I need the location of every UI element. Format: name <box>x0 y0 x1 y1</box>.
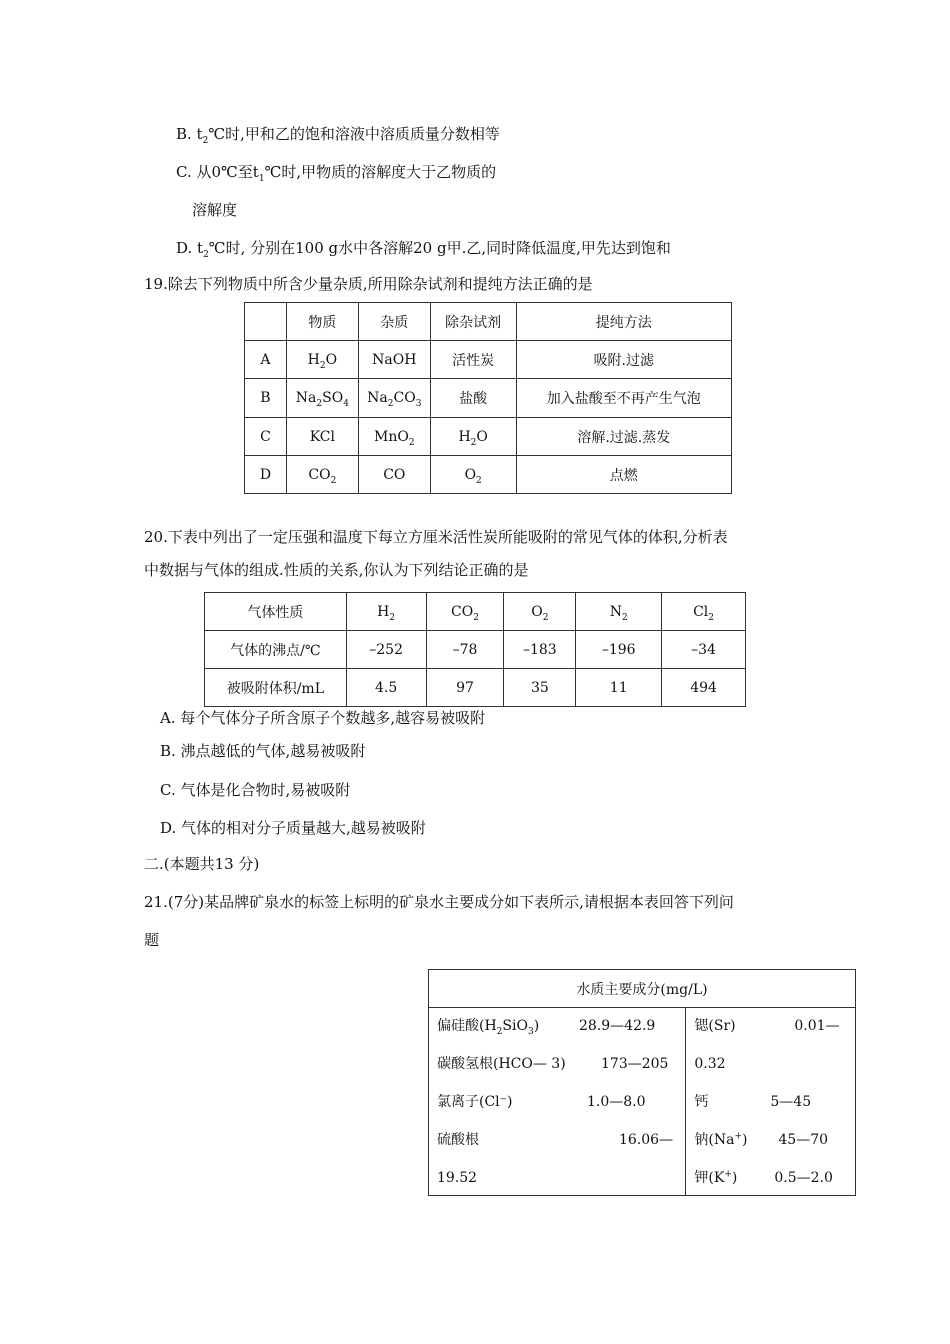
value-cell: –252 <box>346 631 426 669</box>
q20-option-a: A. 每个气体分子所含原子个数越多,越容易被吸附 <box>160 709 486 727</box>
q20-header-row <box>205 593 746 631</box>
section-heading: 二.(本题共13 分) <box>144 855 260 873</box>
gas-cell: $CO_2$ <box>426 593 504 631</box>
gas-cell: $O_2$ <box>504 593 576 631</box>
bicarbonate-label: 碳酸氢根(HCO— 3) <box>437 1056 566 1072</box>
row-label: 气体的沸点/℃ <box>205 631 347 669</box>
table-row <box>245 456 732 494</box>
sulfate-label: 硫酸根 <box>437 1132 479 1148</box>
q18-option-b <box>176 124 500 144</box>
table-row <box>245 379 732 418</box>
q21-mineral-table <box>428 969 856 1196</box>
q20-option-d: D. 气体的相对分子质量越大,越易被吸附 <box>160 819 426 837</box>
calcium-label: 钙 <box>694 1094 709 1110</box>
header-cell: 气体性质 <box>205 593 347 631</box>
text: ℃时,甲和乙的饱和溶液中溶质质量分数相等 <box>208 125 500 143</box>
subscript: 2 <box>202 136 209 146</box>
substance-cell: $Na_2SO_4$ <box>286 379 358 418</box>
table-row <box>205 631 746 669</box>
q21-title-row <box>429 970 856 1008</box>
header-cell <box>245 303 287 341</box>
impurity-cell: MnO$_2$ <box>358 418 430 456</box>
impurity-cell: $Na_2CO_3$ <box>358 379 430 418</box>
substance-cell: $CO_2$ <box>286 456 358 494</box>
reagent-cell: 盐酸 <box>430 379 516 418</box>
subscript: 1 <box>258 174 265 184</box>
gas-cell: $H_2$ <box>346 593 426 631</box>
sodium-label: 钠(Na+) <box>694 1131 748 1148</box>
q18-option-c-continued: 溶解度 <box>192 201 238 219</box>
substance-cell: $H_2O$ <box>286 341 358 379</box>
text: ℃时,甲物质的溶解度大于乙物质的 <box>264 163 497 181</box>
sulfate-value: 16.06— <box>619 1132 674 1148</box>
row-label: D <box>245 456 287 494</box>
header-cell: 杂质 <box>358 303 430 341</box>
method-cell: 溶解.过滤.蒸发 <box>516 418 731 456</box>
table-row <box>245 341 732 379</box>
reagent-cell: $H_2O$ <box>430 418 516 456</box>
header-cell: 物质 <box>286 303 358 341</box>
left-column <box>429 1008 686 1196</box>
sulfate-value-continued: 19.52 <box>437 1170 478 1186</box>
impurity-cell: NaOH <box>358 341 430 379</box>
q19-header-row <box>245 303 732 341</box>
value-cell: –78 <box>426 631 504 669</box>
calcium-value: 5—45 <box>770 1094 812 1110</box>
table-row <box>205 669 746 707</box>
table-row <box>245 418 732 456</box>
sodium-value: 45—70 <box>778 1132 829 1148</box>
q21-stem-line-1: 21.(7分)某品牌矿泉水的标签上标明的矿泉水主要成分如下表所示,请根据本表回答下列问 <box>144 893 734 911</box>
gas-cell: $N_2$ <box>576 593 662 631</box>
row-label: 被吸附体积/mL <box>205 669 347 707</box>
bicarbonate-value: 173—205 <box>601 1056 669 1072</box>
text: B. t <box>176 125 203 143</box>
q20-option-b: B. 沸点越低的气体,越易被吸附 <box>160 742 366 760</box>
q18-option-c <box>176 162 496 182</box>
q19-table <box>244 302 732 494</box>
header-cell: 除杂试剂 <box>430 303 516 341</box>
value-cell: 494 <box>662 669 746 707</box>
value-cell: 35 <box>504 669 576 707</box>
value-cell: –196 <box>576 631 662 669</box>
value-cell: –183 <box>504 631 576 669</box>
value-cell: 4.5 <box>346 669 426 707</box>
value-cell: 97 <box>426 669 504 707</box>
q21-body-row <box>429 1008 856 1196</box>
value-cell: –34 <box>662 631 746 669</box>
row-label: C <box>245 418 287 456</box>
strontium-label: 锶(Sr) <box>694 1018 736 1034</box>
q20-option-c: C. 气体是化合物时,易被吸附 <box>160 781 351 799</box>
potassium-value: 0.5—2.0 <box>774 1170 833 1186</box>
text: C. 从0℃至t <box>176 163 259 181</box>
gas-cell: $Cl_2$ <box>662 593 746 631</box>
chloride-value: 1.0—8.0 <box>587 1094 646 1110</box>
row-label: A <box>245 341 287 379</box>
method-cell: 点燃 <box>516 456 731 494</box>
silicic-acid-value: 28.9—42.9 <box>579 1018 656 1034</box>
impurity-cell: CO <box>358 456 430 494</box>
text: D. t <box>176 239 204 257</box>
q20-stem-line-1: 20.下表中列出了一定压强和温度下每立方厘米活性炭所能吸附的常见气体的体积,分析表 <box>144 528 728 546</box>
table-title: 水质主要成分(mg/L) <box>429 970 856 1008</box>
method-cell: 加入盐酸至不再产生气泡 <box>516 379 731 418</box>
chloride-label: 氯离子(Cl⁻) <box>437 1094 513 1110</box>
substance-cell: KCl <box>286 418 358 456</box>
reagent-cell: $O_2$ <box>430 456 516 494</box>
q21-stem-line-2: 题 <box>144 931 160 949</box>
q18-option-d <box>176 238 671 258</box>
q20-table <box>204 592 746 707</box>
strontium-value-continued: 0.32 <box>694 1056 726 1072</box>
q19-stem: 19.除去下列物质中所含少量杂质,所用除杂试剂和提纯方法正确的是 <box>144 275 593 293</box>
q20-stem-line-2: 中数据与气体的组成.性质的关系,你认为下列结论正确的是 <box>144 561 529 579</box>
method-cell: 吸附.过滤 <box>516 341 731 379</box>
right-column <box>686 1008 856 1196</box>
potassium-label: 钾(K+) <box>694 1169 738 1186</box>
text: ℃时, 分别在100 g水中各溶解20 g甲.乙,同时降低温度,甲先达到饱和 <box>208 239 671 257</box>
subscript: 2 <box>203 250 209 260</box>
reagent-cell: 活性炭 <box>430 341 516 379</box>
header-cell: 提纯方法 <box>516 303 731 341</box>
strontium-value: 0.01— <box>794 1018 840 1034</box>
silicic-acid-label: 偏硅酸$(H_2SiO_3)$ <box>437 1018 540 1037</box>
row-label: B <box>245 379 287 418</box>
value-cell: 11 <box>576 669 662 707</box>
